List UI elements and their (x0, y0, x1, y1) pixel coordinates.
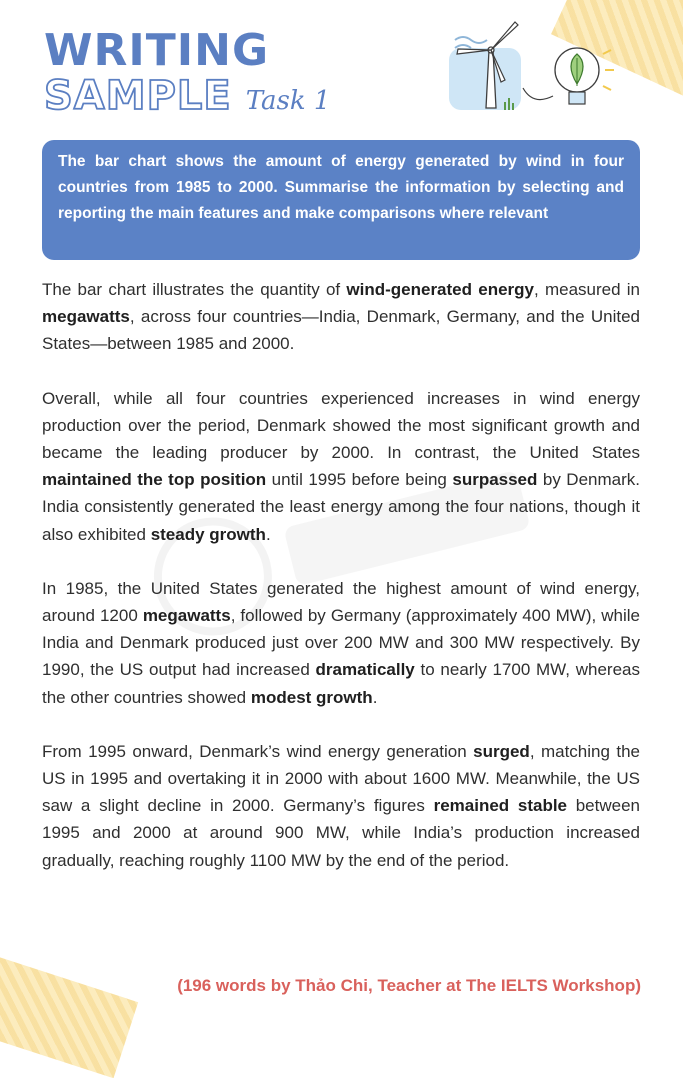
essay-text: by Denmark. India consistently generated the least energy among the four nations, though it also exhibited (42, 470, 640, 544)
essay-paragraph (42, 575, 640, 711)
essay-text: . (372, 687, 378, 707)
essay-text: The bar chart illustrates the quantity of (42, 280, 347, 299)
essay-keyword: maintained the top position (42, 470, 267, 490)
essay-keyword: remained stable (433, 796, 568, 816)
essay-keyword: dramatically (315, 660, 415, 680)
essay-text: to nearly 1700 MW, whereas the other countries showed (42, 660, 640, 707)
essay-text: , across four countries—India, Denmark, Germany, and the United States—between 1985 and 2000. (42, 307, 640, 354)
essay-text: between 1995 and 2000 at around 900 MW, while India’s production increased gradually, reaching roughly 1100 MW by the end of the period. (42, 796, 640, 870)
essay-text: , followed by Germany (approximately 400 MW), while India and Denmark produced just over 200 MW and 300 MW respectively. By 1990, the US output had increased (42, 606, 641, 680)
essay-paragraph (42, 738, 640, 874)
author-credit: (196 words by Thảo Chi, Teacher at The IELTS Workshop) (177, 976, 641, 995)
wind-turbine-icon (445, 18, 620, 118)
essay-body (42, 276, 640, 901)
essay-keyword: wind-generated energy (346, 280, 534, 299)
essay-paragraph (42, 385, 640, 548)
essay-text: , matching the US in 1995 and overtaking it in 2000 with about 1600 MW. Meanwhile, the US saw a slight decline in 2000. Germany’s figures (42, 741, 640, 816)
essay-keyword: megawatts (142, 606, 231, 626)
essay-text: . (265, 524, 271, 544)
page-header (44, 25, 331, 119)
essay-text: In 1985, the United States generated the highest amount of wind energy, around 1200 (42, 578, 640, 626)
task-prompt-text: The bar chart shows the amount of energy generated by wind in four countries from 1985 to 2000. Summarise the information by selecting and reporting the main features and make comparisons where relevant (58, 153, 624, 222)
essay-text: From 1995 onward, Denmark’s wind energy generation (42, 741, 474, 761)
essay-text: Overall, while all four countries experienced increases in wind energy production over the period, Denmark showed the most significant growth and became the leading producer by 2000. In contrast, the United States (42, 388, 640, 463)
essay-keyword: steady growth (150, 524, 266, 544)
wind-energy-illustration (445, 18, 620, 123)
title-row (44, 74, 330, 118)
task-prompt-box (42, 140, 640, 260)
page-title: WRITING (44, 25, 270, 76)
corner-decoration (0, 950, 138, 1078)
essay-text: , measured in (534, 280, 640, 299)
page-subtitle: SAMPLE (44, 73, 232, 119)
essay-keyword: surpassed (452, 470, 538, 490)
essay-paragraph (42, 276, 640, 358)
essay-text: until 1995 before being (266, 470, 453, 490)
essay-keyword: surged (473, 741, 530, 761)
essay-keyword: modest growth (250, 687, 373, 707)
task-label: Task 1 (245, 86, 331, 116)
essay-keyword: megawatts (42, 307, 130, 327)
